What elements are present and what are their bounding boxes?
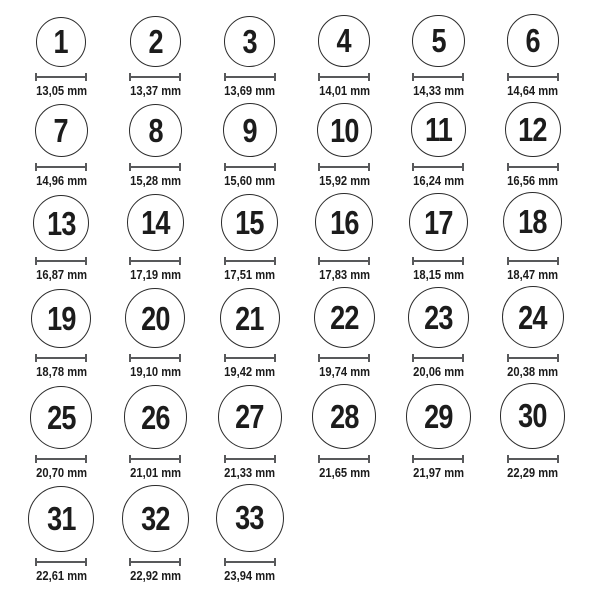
ring-circle <box>411 102 466 157</box>
ring-size-number: 3 <box>242 22 257 60</box>
ring-circle <box>124 385 187 448</box>
chart-row <box>14 383 580 479</box>
ring-size-item <box>203 194 297 282</box>
diameter-dimension-line <box>507 163 559 171</box>
ring-circle <box>500 383 565 448</box>
diameter-label: 14,01 mm <box>318 82 370 98</box>
diameter-dimension-line <box>507 257 559 265</box>
diameter-dimension-line <box>129 73 181 81</box>
diameter-dimension-line <box>224 163 276 171</box>
diameter-label: 22,29 mm <box>507 464 559 480</box>
ring-size-number: 29 <box>424 397 453 435</box>
ring-size-number: 21 <box>235 299 265 337</box>
diameter-label: 19,42 mm <box>224 364 276 380</box>
ring-size-item <box>486 102 580 189</box>
diameter-dimension-line <box>318 257 370 265</box>
diameter-label: 14,96 mm <box>35 173 87 189</box>
ring-size-number: 26 <box>141 398 170 436</box>
ring-size-item <box>108 385 202 479</box>
diameter-dimension-line <box>129 163 181 171</box>
diameter-dimension-line <box>129 354 181 362</box>
diameter-dimension-line <box>507 354 559 362</box>
ring-circle <box>130 16 181 67</box>
ring-size-item <box>14 195 108 282</box>
ring-circle <box>315 193 373 251</box>
diameter-label: 21,65 mm <box>318 464 370 480</box>
ring-size-number: 1 <box>54 23 69 61</box>
diameter-dimension-line <box>224 354 276 362</box>
diameter-label: 20,06 mm <box>413 364 464 380</box>
diameter-label: 23,94 mm <box>224 567 276 583</box>
ring-size-item <box>486 383 580 479</box>
diameter-label: 13,05 mm <box>35 82 87 98</box>
diameter-label: 15,28 mm <box>130 173 181 189</box>
diameter-dimension-line <box>412 163 464 171</box>
diameter-label: 18,15 mm <box>413 267 464 283</box>
ring-circle <box>503 192 562 251</box>
ring-size-item <box>486 286 580 379</box>
ring-size-item <box>203 385 297 480</box>
ring-circle <box>312 384 376 448</box>
ring-circle <box>502 286 564 348</box>
ring-size-number: 17 <box>424 203 453 241</box>
ring-size-number: 27 <box>235 398 265 436</box>
diameter-label: 13,69 mm <box>224 82 276 98</box>
diameter-dimension-line <box>35 73 87 81</box>
ring-size-number: 10 <box>329 111 359 149</box>
ring-size-number: 33 <box>235 499 265 537</box>
ring-size-number: 30 <box>518 397 548 435</box>
ring-size-item <box>108 288 202 379</box>
ring-size-number: 22 <box>329 299 359 337</box>
diameter-dimension-line <box>224 73 276 81</box>
ring-size-item <box>108 194 202 282</box>
ring-size-item <box>297 15 391 98</box>
ring-circle <box>31 289 90 348</box>
diameter-dimension-line <box>412 354 464 362</box>
diameter-label: 17,51 mm <box>224 267 276 283</box>
diameter-dimension-line <box>412 257 464 265</box>
ring-size-item <box>297 193 391 282</box>
diameter-label: 13,37 mm <box>130 82 181 98</box>
diameter-dimension-line <box>35 455 87 463</box>
ring-circle <box>317 103 372 158</box>
ring-size-number: 15 <box>235 204 265 242</box>
diameter-label: 20,70 mm <box>35 464 87 480</box>
diameter-label: 16,87 mm <box>35 267 87 283</box>
diameter-dimension-line <box>224 257 276 265</box>
ring-size-item <box>297 287 391 379</box>
diameter-dimension-line <box>35 257 87 265</box>
ring-circle <box>221 194 278 251</box>
ring-size-number: 24 <box>518 298 548 336</box>
diameter-dimension-line <box>507 73 559 81</box>
ring-size-item <box>203 484 297 583</box>
diameter-label: 16,24 mm <box>413 173 464 189</box>
diameter-dimension-line <box>224 558 276 566</box>
ring-size-chart <box>14 0 580 583</box>
chart-row <box>14 102 580 189</box>
ring-size-item <box>391 193 485 282</box>
ring-circle <box>30 386 93 449</box>
ring-size-item <box>14 17 108 98</box>
chart-row <box>14 286 580 379</box>
chart-row <box>14 484 580 583</box>
diameter-label: 16,56 mm <box>507 173 559 189</box>
ring-circle <box>412 15 464 67</box>
diameter-label: 17,19 mm <box>130 267 181 283</box>
ring-size-number: 6 <box>525 21 540 59</box>
ring-size-item <box>391 15 485 98</box>
ring-size-item <box>14 289 108 379</box>
ring-size-item <box>108 16 202 98</box>
ring-size-number: 4 <box>337 22 352 60</box>
ring-size-item <box>391 384 485 480</box>
ring-size-number: 7 <box>54 112 69 150</box>
diameter-dimension-line <box>412 73 464 81</box>
diameter-label: 14,64 mm <box>507 82 559 98</box>
ring-size-item <box>203 103 297 188</box>
ring-size-number: 23 <box>424 299 453 337</box>
ring-size-item <box>14 486 108 583</box>
chart-row <box>14 192 580 282</box>
diameter-dimension-line <box>318 354 370 362</box>
diameter-label: 21,97 mm <box>413 464 464 480</box>
ring-size-item <box>297 384 391 479</box>
ring-size-number: 2 <box>148 22 163 60</box>
diameter-label: 21,01 mm <box>130 464 181 480</box>
ring-circle <box>408 287 470 349</box>
ring-size-item <box>297 103 391 189</box>
diameter-dimension-line <box>35 558 87 566</box>
ring-size-item <box>203 16 297 98</box>
diameter-dimension-line <box>35 163 87 171</box>
ring-circle <box>409 193 467 251</box>
ring-circle <box>406 384 471 449</box>
ring-circle <box>33 195 89 251</box>
ring-size-item <box>108 485 202 582</box>
diameter-label: 22,61 mm <box>35 567 87 583</box>
ring-circle <box>223 103 277 157</box>
ring-circle <box>122 485 188 551</box>
diameter-dimension-line <box>318 163 370 171</box>
ring-circle <box>127 194 184 251</box>
diameter-dimension-line <box>507 455 559 463</box>
ring-circle <box>36 17 86 67</box>
ring-size-number: 31 <box>46 500 76 538</box>
diameter-label: 19,10 mm <box>130 364 181 380</box>
diameter-label: 15,60 mm <box>224 173 276 189</box>
ring-circle <box>35 104 88 157</box>
diameter-dimension-line <box>129 257 181 265</box>
ring-size-number: 14 <box>141 204 170 242</box>
diameter-dimension-line <box>412 455 464 463</box>
ring-size-number: 5 <box>431 22 446 60</box>
ring-circle <box>318 15 370 67</box>
diameter-dimension-line <box>129 455 181 463</box>
ring-size-item <box>391 102 485 188</box>
diameter-label: 14,33 mm <box>413 82 464 98</box>
ring-size-number: 11 <box>424 111 452 149</box>
ring-size-item <box>391 287 485 380</box>
ring-size-number: 20 <box>141 299 170 337</box>
ring-size-number: 28 <box>329 397 359 435</box>
ring-size-number: 32 <box>141 499 170 537</box>
ring-size-number: 18 <box>518 203 548 241</box>
ring-size-number: 12 <box>518 110 548 148</box>
chart-row <box>14 14 580 98</box>
ring-circle <box>505 102 561 158</box>
diameter-dimension-line <box>318 455 370 463</box>
ring-size-number: 8 <box>148 112 163 150</box>
diameter-label: 15,92 mm <box>318 173 370 189</box>
ring-size-item <box>486 192 580 282</box>
ring-size-number: 16 <box>329 203 359 241</box>
diameter-dimension-line <box>35 354 87 362</box>
ring-size-number: 25 <box>46 398 76 436</box>
diameter-dimension-line <box>129 558 181 566</box>
diameter-label: 18,78 mm <box>35 364 87 380</box>
ring-size-item <box>486 14 580 98</box>
ring-circle <box>507 14 560 67</box>
ring-circle <box>220 288 281 349</box>
ring-size-number: 19 <box>46 300 76 338</box>
ring-circle <box>125 288 185 348</box>
ring-size-item <box>14 104 108 188</box>
ring-circle <box>129 104 183 158</box>
diameter-dimension-line <box>224 455 276 463</box>
ring-size-number: 13 <box>46 204 76 242</box>
ring-circle <box>218 385 282 449</box>
ring-size-item <box>203 288 297 380</box>
ring-circle <box>314 287 375 348</box>
ring-size-number: 9 <box>242 111 257 149</box>
diameter-label: 20,38 mm <box>507 364 559 380</box>
diameter-label: 22,92 mm <box>130 567 181 583</box>
diameter-label: 19,74 mm <box>318 364 370 380</box>
ring-size-item <box>14 386 108 480</box>
ring-size-item <box>108 104 202 189</box>
diameter-label: 18,47 mm <box>507 267 559 283</box>
ring-circle <box>224 16 275 67</box>
diameter-label: 17,83 mm <box>318 267 370 283</box>
ring-circle <box>216 484 284 552</box>
diameter-dimension-line <box>318 73 370 81</box>
diameter-label: 21,33 mm <box>224 464 276 480</box>
ring-circle <box>28 486 94 552</box>
